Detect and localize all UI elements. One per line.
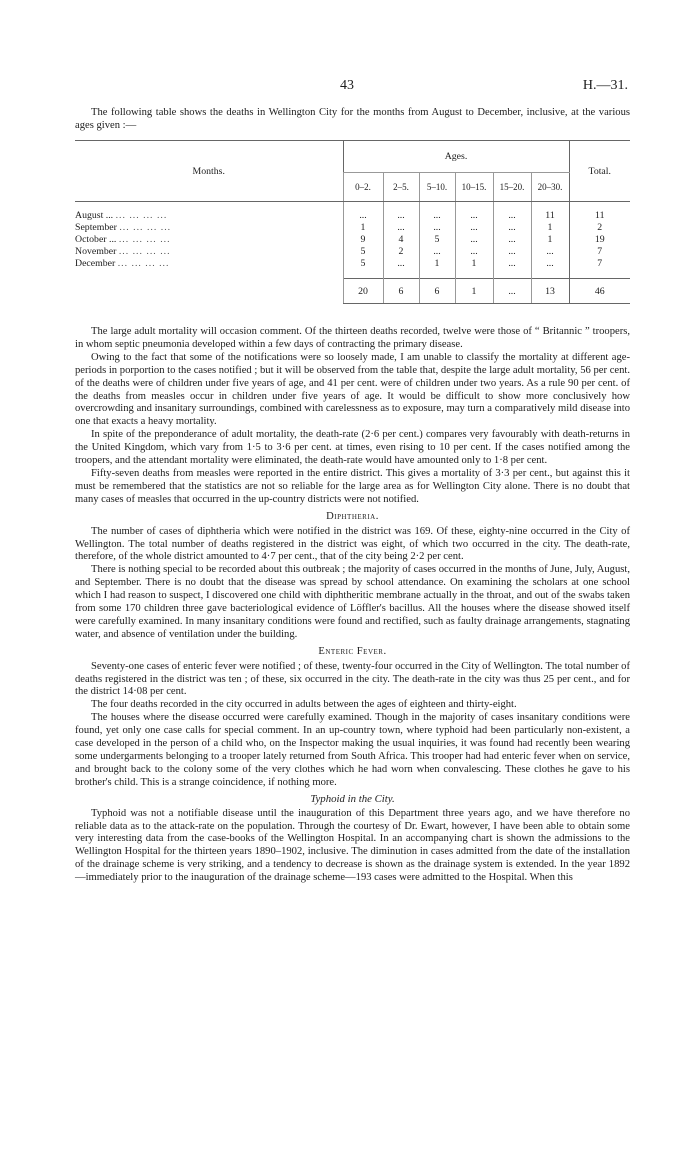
age-column-header: 15–20. bbox=[493, 172, 531, 201]
table-cell: ... bbox=[531, 258, 569, 270]
ages-header: Ages. bbox=[343, 141, 569, 173]
totals-row bbox=[75, 279, 630, 304]
row-total: 19 bbox=[569, 234, 630, 246]
table-cell: ... bbox=[419, 246, 455, 258]
table-cell: 1 bbox=[455, 258, 493, 270]
month-label: December bbox=[75, 258, 116, 269]
age-column-header: 20–30. bbox=[531, 172, 569, 201]
table-cell: ... bbox=[493, 246, 531, 258]
paragraph: There is nothing special to be recorded about this outbreak ; the majority of cases occurred in the months of June, July, August, and September. There is no doubt that the disease was spread by school attendance. On examining the scholars at one school which I had reason to suspect, I discovered one child with diphtheritic membrane actually in the throat, and out of the swabs taken from some 170 children three gave bacteriological evidence of Löffler's bacillus. All the houses where the disease showed itself were carefully examined. In many insanitary conditions were found and rectified, such as faulty drainage arrangements, stagnating water, and absence of ventilation under the building. bbox=[75, 564, 630, 640]
intro-paragraph: The following table shows the deaths in Wellington City for the months from August to December, inclusive, at the various ages given :— bbox=[75, 107, 630, 131]
table-cell: 5 bbox=[343, 258, 383, 270]
table-cell: 4 bbox=[383, 234, 419, 246]
table-row: October ... ... ... ... ... 9 4 5 ... ... 1 19 bbox=[75, 234, 630, 246]
month-label: October ... bbox=[75, 234, 117, 245]
column-total: 6 bbox=[383, 279, 419, 304]
column-total: 1 bbox=[455, 279, 493, 304]
table-header-row bbox=[75, 141, 630, 173]
age-column-header: 2–5. bbox=[383, 172, 419, 201]
month-label: November bbox=[75, 246, 117, 257]
table-cell: 1 bbox=[531, 222, 569, 234]
age-column-header: 10–15. bbox=[455, 172, 493, 201]
table-cell: 1 bbox=[531, 234, 569, 246]
column-total: 6 bbox=[419, 279, 455, 304]
table-cell: 2 bbox=[383, 246, 419, 258]
table-cell: ... bbox=[455, 234, 493, 246]
paragraph: The houses where the disease occurred were carefully examined. Though in the majority of cases insanitary conditions were found, yet only one case calls for special comment. In an up-country town, where typhoid had been particularly non-existent, a case developed in the person of a child who, on the Inspector making the usual inquiries, it was found had recently been wearing some undergarments belonging to a trooper lately returned from South Africa. This trooper had had enteric fever when on service, and brought back to the colony some of the very clothes which he had worn when convalescing. These clothes he gave to his brother's child. This is a strange coincidence, if nothing more. bbox=[75, 712, 630, 788]
paragraph: Seventy-one cases of enteric fever were notified ; of these, twenty-four occurred in the City of Wellington. The total number of deaths registered in the district was ten ; of these, six occurred in the city. The death-rate in the city was thus 25 per cent., and for the district 14·08 per cent. bbox=[75, 660, 630, 698]
paragraph: Fifty-seven deaths from measles were reported in the entire district. This gives a mortality of 3·3 per cent., but against this it must be remembered that the statistics are not so reliable for the large area as for Wellington City alone. There is no doubt that many cases of measles that occurred in the up-country districts were not notified. bbox=[75, 467, 630, 505]
section-heading-enteric-fever: Enteric Fever. bbox=[318, 645, 387, 657]
table-row: September ... ... ... ... 1 ... ... ... ... 1 2 bbox=[75, 222, 630, 234]
paragraph: The number of cases of diphtheria which were notified in the district was 169. Of these, eighty-nine occurred in the City of Wellington. The total number of deaths registered in the district was eight, of which two occurred in the city. The death-rate, therefore, of the whole district amounted to 4·7 per cent., that of the city being 2·2 per cent. bbox=[75, 525, 630, 563]
table-cell: 1 bbox=[343, 222, 383, 234]
deaths-by-age-table bbox=[75, 140, 630, 304]
months-header: Months. bbox=[75, 141, 343, 202]
paragraph: The four deaths recorded in the city occurred in adults between the ages of eighteen and thirty-eight. bbox=[91, 699, 517, 711]
table-cell: 9 bbox=[343, 234, 383, 246]
table-cell: ... bbox=[455, 222, 493, 234]
month-label: September bbox=[75, 222, 117, 233]
row-total: 11 bbox=[569, 210, 630, 222]
document-reference: H.—31. bbox=[582, 78, 628, 93]
table-cell: ... bbox=[383, 258, 419, 270]
row-total: 2 bbox=[569, 222, 630, 234]
column-total: 20 bbox=[343, 279, 383, 304]
table-cell: ... bbox=[455, 210, 493, 222]
table-cell: 11 bbox=[531, 210, 569, 222]
grand-total: 46 bbox=[569, 279, 630, 304]
section-heading-diphtheria: Diphtheria. bbox=[326, 510, 379, 522]
table-row: November ... ... ... ... 5 2 ... ... ... ... 7 bbox=[75, 246, 630, 258]
table-cell: ... bbox=[419, 222, 455, 234]
column-total: ... bbox=[493, 279, 531, 304]
table-cell: ... bbox=[455, 246, 493, 258]
table-cell: 1 bbox=[419, 258, 455, 270]
paragraph: Typhoid was not a notifiable disease until the inauguration of this Department three years ago, and we have therefore no reliable data as to the attack-rate on the population. Through the courtesy of Dr. Ewart, however, I have been able to obtain some very interesting data from the case-books of the Wellington Hospital. In an accompanying chart is shown the admissions to the Wellington Hospital for the thirteen years 1890–1902, inclusive. The diminution in cases admitted from the date of the installation of the drainage scheme is very striking, and a tendency to decrease is shown as the drainage system is extended. In the year 1892—immediately prior to the inauguration of the drainage scheme—193 cases were admitted to the Hospital. When this bbox=[75, 807, 630, 884]
table-cell: ... bbox=[419, 210, 455, 222]
table-cell: ... bbox=[493, 210, 531, 222]
body-text bbox=[75, 326, 630, 885]
paragraph: Owing to the fact that some of the notifications were so loosely made, I am unable to classify the mortality at different age-periods in porportion to the cases notified ; but it will be observed from the table that, despite the large adult mortality, 56 per cent. of the deaths were of children under five years of age, and 41 per cent. were of children under two years. As a rule 90 per cent. of the deaths from measles occur in children under five years of age. It would be difficult to show more conclusively how overcrowding and insanitary surroundings, combined with carelessness as to exposure, may turn a comparatively mild disease into one that exacts a heavy mortality. bbox=[75, 351, 630, 428]
row-total: 7 bbox=[569, 258, 630, 270]
table-cell: ... bbox=[383, 210, 419, 222]
table-cell: ... bbox=[493, 234, 531, 246]
table-cell: ... bbox=[343, 210, 383, 222]
total-header: Total. bbox=[569, 141, 630, 202]
column-total: 13 bbox=[531, 279, 569, 304]
table-row: August ... ... ... ... ... ... ... ... ... ... 11 11 bbox=[75, 210, 630, 222]
month-label: August ... bbox=[75, 210, 114, 221]
table-intro bbox=[75, 106, 630, 132]
row-total: 7 bbox=[569, 246, 630, 258]
table-cell: ... bbox=[493, 222, 531, 234]
age-column-header: 5–10. bbox=[419, 172, 455, 201]
table-cell: ... bbox=[531, 246, 569, 258]
section-heading-typhoid-city: Typhoid in the City. bbox=[310, 792, 395, 805]
table-cell: ... bbox=[493, 258, 531, 270]
page-number: 43 bbox=[340, 78, 354, 93]
age-column-header: 0–2. bbox=[343, 172, 383, 201]
paragraph: In spite of the preponderance of adult mortality, the death-rate (2·6 per cent.) compares very favourably with death-returns in the United Kingdom, which vary from 1·5 to 3·6 per cent. at times, even rising to 10 per cent. If the cases notified among the troopers, and the attendant mortality were eliminated, the death-rate would have amounted only to 1·8 per cent. bbox=[75, 429, 630, 467]
table-cell: ... bbox=[383, 222, 419, 234]
paragraph: The large adult mortality will occasion comment. Of the thirteen deaths recorded, twelve were those of “ Britannic ” troopers, in whom septic pneumonia developed within a few days of contracting the primary disease. bbox=[75, 326, 630, 350]
table-cell: 5 bbox=[419, 234, 455, 246]
table-cell: 5 bbox=[343, 246, 383, 258]
table-row: December ... ... ... ... 5 ... 1 1 ... ... 7 bbox=[75, 258, 630, 270]
